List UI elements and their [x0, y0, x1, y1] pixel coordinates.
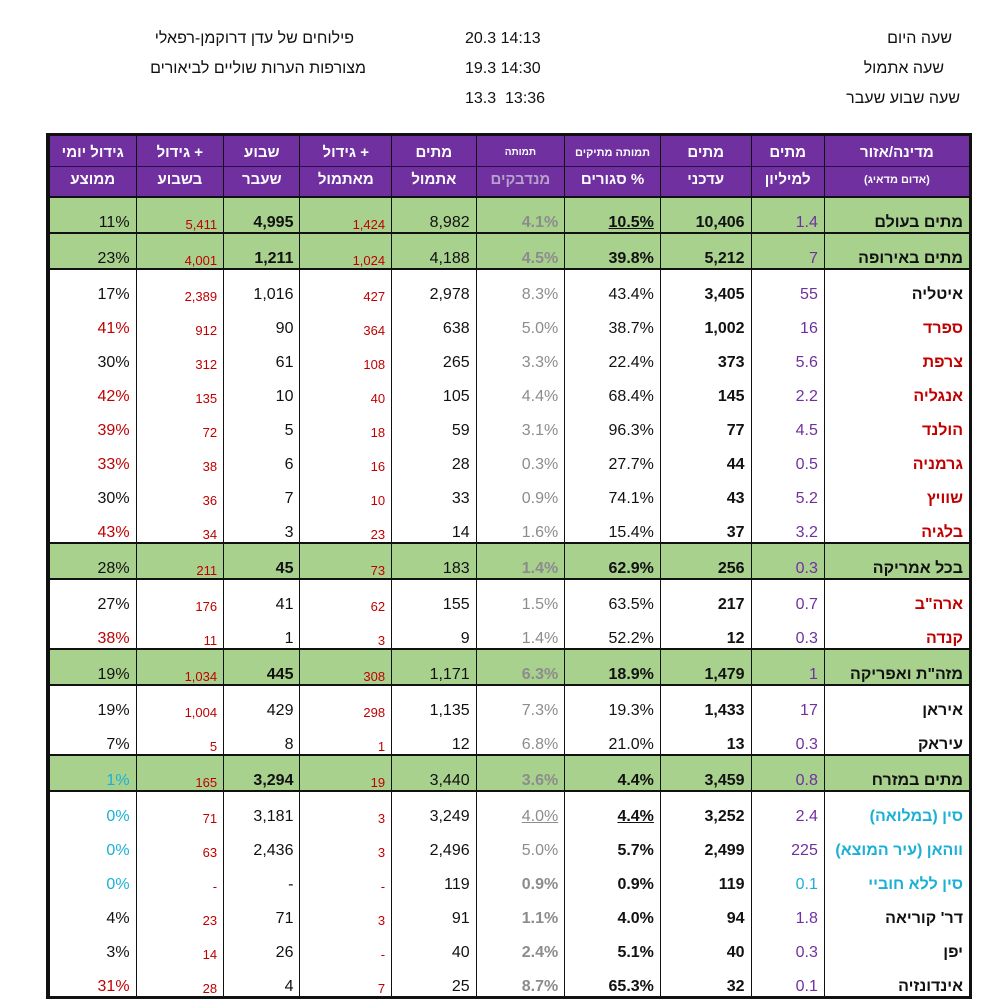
cell-deaths-yesterday: 33: [392, 474, 477, 508]
cell-weekly-growth: 36: [136, 474, 224, 508]
cell-fatality-closed: 22.4%: [565, 338, 661, 372]
cell-deaths-yesterday: 25: [392, 962, 477, 996]
cell-deaths-per-million: 0.7: [751, 579, 824, 614]
cell-deaths-per-million: 1: [751, 649, 824, 685]
cell-weekly-growth: 5,411: [136, 197, 224, 233]
cell-weekly-growth: 72: [136, 406, 224, 440]
cell-country-name: אנגליה: [824, 372, 969, 406]
table-row: [50, 894, 970, 928]
cell-fatality-closed: 27.7%: [565, 440, 661, 474]
cell-country-name: גרמניה: [824, 440, 969, 474]
time-yesterday: 19.3 14:30: [465, 60, 541, 77]
table-row: [50, 440, 970, 474]
cell-last-week: 1: [224, 614, 300, 649]
cell-deaths-per-million: 5.6: [751, 338, 824, 372]
cell-fatality-closed: 5.1%: [565, 928, 661, 962]
cell-weekly-growth: 4,001: [136, 233, 224, 269]
col-fatality-closed: תמותה מתיקים סגורים %: [565, 136, 661, 197]
cell-avg-daily-growth: 0%: [50, 826, 137, 860]
cell-fatality-infected: 3.6%: [476, 755, 565, 791]
cell-growth-since-yesterday: 10: [300, 474, 392, 508]
table-row: [50, 508, 970, 543]
table-header-row: [50, 136, 970, 197]
cell-country-name: ארה"ב: [824, 579, 969, 614]
cell-last-week: 3,294: [224, 755, 300, 791]
cell-growth-since-yesterday: 427: [300, 269, 392, 304]
cell-avg-daily-growth: 31%: [50, 962, 137, 996]
col-deaths-yesterday: מתים אתמול: [392, 136, 477, 197]
deaths-table: [46, 133, 972, 999]
table-row: [50, 474, 970, 508]
cell-growth-since-yesterday: 1: [300, 720, 392, 755]
cell-fatality-infected: 4.4%: [476, 372, 565, 406]
cell-weekly-growth: 63: [136, 826, 224, 860]
cell-deaths-yesterday: 3,440: [392, 755, 477, 791]
table-row: [50, 406, 970, 440]
cell-country-name: ווהאן (עיר המוצא): [824, 826, 969, 860]
cell-fatality-infected: 1.4%: [476, 614, 565, 649]
col-avg-daily-growth: גידול יומי ממוצע: [50, 136, 137, 197]
cell-country-name: דר' קוריאה: [824, 894, 969, 928]
cell-country-name: ספרד: [824, 304, 969, 338]
cell-growth-since-yesterday: 18: [300, 406, 392, 440]
cell-deaths-current: 3,405: [660, 269, 751, 304]
cell-deaths-current: 3,459: [660, 755, 751, 791]
cell-deaths-per-million: 0.1: [751, 962, 824, 996]
cell-country-name: איראן: [824, 685, 969, 720]
cell-country-name: בלגיה: [824, 508, 969, 543]
col-fatality-infected: תמותה מנדבקים: [476, 136, 565, 197]
cell-fatality-closed: 65.3%: [565, 962, 661, 996]
cell-weekly-growth: 71: [136, 791, 224, 826]
cell-weekly-growth: 23: [136, 894, 224, 928]
table-row: [50, 372, 970, 406]
col-growth-since-yesterday: גידול + מאתמול: [300, 136, 392, 197]
cell-deaths-per-million: 5.2: [751, 474, 824, 508]
cell-deaths-yesterday: 105: [392, 372, 477, 406]
cell-fatality-closed: 4.4%: [565, 791, 661, 826]
cell-deaths-per-million: 0.5: [751, 440, 824, 474]
cell-fatality-infected: 4.5%: [476, 233, 565, 269]
cell-growth-since-yesterday: 364: [300, 304, 392, 338]
cell-deaths-yesterday: 59: [392, 406, 477, 440]
cell-deaths-yesterday: 91: [392, 894, 477, 928]
cell-fatality-infected: 6.3%: [476, 649, 565, 685]
cell-growth-since-yesterday: -: [300, 928, 392, 962]
cell-fatality-closed: 19.3%: [565, 685, 661, 720]
cell-country-name: סין ללא חוביי: [824, 860, 969, 894]
cell-avg-daily-growth: 38%: [50, 614, 137, 649]
cell-fatality-closed: 39.8%: [565, 233, 661, 269]
cell-deaths-yesterday: 1,135: [392, 685, 477, 720]
cell-country-name: איטליה: [824, 269, 969, 304]
cell-fatality-infected: 5.0%: [476, 826, 565, 860]
cell-growth-since-yesterday: 3: [300, 894, 392, 928]
cell-avg-daily-growth: 27%: [50, 579, 137, 614]
table-summary-row: [50, 649, 970, 685]
cell-growth-since-yesterday: 1,024: [300, 233, 392, 269]
table-row: [50, 928, 970, 962]
cell-deaths-per-million: 225: [751, 826, 824, 860]
cell-growth-since-yesterday: -: [300, 860, 392, 894]
cell-weekly-growth: 11: [136, 614, 224, 649]
cell-weekly-growth: 312: [136, 338, 224, 372]
cell-country-name: אינדונזיה: [824, 962, 969, 996]
cell-country-name: מזה"ת ואפריקה: [824, 649, 969, 685]
cell-avg-daily-growth: 42%: [50, 372, 137, 406]
cell-weekly-growth: 38: [136, 440, 224, 474]
cell-avg-daily-growth: 30%: [50, 338, 137, 372]
cell-deaths-yesterday: 119: [392, 860, 477, 894]
cell-fatality-closed: 38.7%: [565, 304, 661, 338]
cell-fatality-infected: 6.8%: [476, 720, 565, 755]
cell-deaths-current: 5,212: [660, 233, 751, 269]
col-country-region: מדינה/אזור (אדום מדאיג): [824, 136, 969, 197]
cell-country-name: שוויץ: [824, 474, 969, 508]
cell-deaths-current: 37: [660, 508, 751, 543]
col-weekly-growth: גידול + בשבוע: [136, 136, 224, 197]
cell-avg-daily-growth: 19%: [50, 649, 137, 685]
cell-deaths-current: 94: [660, 894, 751, 928]
cell-deaths-current: 145: [660, 372, 751, 406]
cell-last-week: 4,995: [224, 197, 300, 233]
cell-avg-daily-growth: 0%: [50, 791, 137, 826]
cell-fatality-closed: 5.7%: [565, 826, 661, 860]
cell-deaths-yesterday: 2,496: [392, 826, 477, 860]
cell-avg-daily-growth: 43%: [50, 508, 137, 543]
cell-growth-since-yesterday: 62: [300, 579, 392, 614]
cell-weekly-growth: 135: [136, 372, 224, 406]
table-summary-row: [50, 233, 970, 269]
cell-deaths-current: 119: [660, 860, 751, 894]
cell-avg-daily-growth: 30%: [50, 474, 137, 508]
cell-country-name: מתים במזרח: [824, 755, 969, 791]
cell-fatality-closed: 43.4%: [565, 269, 661, 304]
cell-country-name: מתים באירופה: [824, 233, 969, 269]
cell-weekly-growth: 14: [136, 928, 224, 962]
cell-fatality-closed: 18.9%: [565, 649, 661, 685]
cell-avg-daily-growth: 1%: [50, 755, 137, 791]
cell-deaths-current: 43: [660, 474, 751, 508]
cell-avg-daily-growth: 0%: [50, 860, 137, 894]
cell-deaths-per-million: 0.3: [751, 928, 824, 962]
cell-country-name: צרפת: [824, 338, 969, 372]
label-yesterday: שעה אתמול: [863, 60, 944, 77]
cell-deaths-yesterday: 40: [392, 928, 477, 962]
cell-deaths-current: 44: [660, 440, 751, 474]
cell-weekly-growth: 5: [136, 720, 224, 755]
col-deaths-current: מתים עדכני: [660, 136, 751, 197]
cell-last-week: 7: [224, 474, 300, 508]
cell-fatality-infected: 8.7%: [476, 962, 565, 996]
cell-fatality-closed: 10.5%: [565, 197, 661, 233]
cell-last-week: 3: [224, 508, 300, 543]
cell-deaths-current: 32: [660, 962, 751, 996]
cell-growth-since-yesterday: 108: [300, 338, 392, 372]
cell-fatality-infected: 3.3%: [476, 338, 565, 372]
table-row: [50, 269, 970, 304]
cell-last-week: 5: [224, 406, 300, 440]
cell-fatality-infected: 0.3%: [476, 440, 565, 474]
cell-country-name: מתים בעולם: [824, 197, 969, 233]
time-last-week: 13.3 13:36: [465, 90, 546, 107]
time-today: 20.3 14:13: [465, 30, 541, 47]
cell-deaths-per-million: 16: [751, 304, 824, 338]
cell-deaths-current: 77: [660, 406, 751, 440]
cell-deaths-yesterday: 28: [392, 440, 477, 474]
cell-fatality-infected: 1.1%: [476, 894, 565, 928]
cell-deaths-per-million: 1.8: [751, 894, 824, 928]
cell-growth-since-yesterday: 298: [300, 685, 392, 720]
cell-avg-daily-growth: 23%: [50, 233, 137, 269]
cell-deaths-yesterday: 265: [392, 338, 477, 372]
cell-fatality-infected: 3.1%: [476, 406, 565, 440]
cell-deaths-yesterday: 155: [392, 579, 477, 614]
table-row: [50, 720, 970, 755]
cell-last-week: 429: [224, 685, 300, 720]
cell-avg-daily-growth: 28%: [50, 543, 137, 579]
cell-deaths-yesterday: 638: [392, 304, 477, 338]
cell-deaths-per-million: 0.3: [751, 614, 824, 649]
cell-growth-since-yesterday: 3: [300, 614, 392, 649]
cell-last-week: 45: [224, 543, 300, 579]
cell-country-name: הולנד: [824, 406, 969, 440]
cell-fatality-closed: 68.4%: [565, 372, 661, 406]
cell-last-week: 1,016: [224, 269, 300, 304]
cell-deaths-current: 13: [660, 720, 751, 755]
cell-weekly-growth: 912: [136, 304, 224, 338]
col-deaths-per-million: מתים למיליון: [751, 136, 824, 197]
cell-deaths-per-million: 0.1: [751, 860, 824, 894]
cell-deaths-current: 1,433: [660, 685, 751, 720]
cell-fatality-infected: 0.9%: [476, 474, 565, 508]
cell-deaths-yesterday: 8,982: [392, 197, 477, 233]
cell-growth-since-yesterday: 40: [300, 372, 392, 406]
cell-fatality-closed: 62.9%: [565, 543, 661, 579]
table-row: [50, 579, 970, 614]
cell-deaths-yesterday: 14: [392, 508, 477, 543]
cell-deaths-per-million: 0.3: [751, 543, 824, 579]
cell-deaths-yesterday: 12: [392, 720, 477, 755]
table-row: [50, 685, 970, 720]
cell-deaths-yesterday: 3,249: [392, 791, 477, 826]
cell-deaths-current: 40: [660, 928, 751, 962]
cell-fatality-infected: 2.4%: [476, 928, 565, 962]
label-today: שעה היום: [887, 30, 952, 47]
cell-deaths-yesterday: 9: [392, 614, 477, 649]
cell-growth-since-yesterday: 1,424: [300, 197, 392, 233]
cell-weekly-growth: 211: [136, 543, 224, 579]
cell-country-name: סין (במלואה): [824, 791, 969, 826]
cell-growth-since-yesterday: 3: [300, 826, 392, 860]
cell-fatality-infected: 7.3%: [476, 685, 565, 720]
cell-fatality-infected: 5.0%: [476, 304, 565, 338]
table-row: [50, 304, 970, 338]
cell-deaths-per-million: 0.3: [751, 720, 824, 755]
cell-avg-daily-growth: 11%: [50, 197, 137, 233]
cell-last-week: 90: [224, 304, 300, 338]
cell-weekly-growth: 34: [136, 508, 224, 543]
cell-last-week: 1,211: [224, 233, 300, 269]
cell-deaths-current: 10,406: [660, 197, 751, 233]
cell-growth-since-yesterday: 308: [300, 649, 392, 685]
table-row: [50, 826, 970, 860]
cell-weekly-growth: 165: [136, 755, 224, 791]
cell-last-week: 2,436: [224, 826, 300, 860]
cell-fatality-infected: 4.1%: [476, 197, 565, 233]
table-row: [50, 791, 970, 826]
cell-country-name: בכל אמריקה: [824, 543, 969, 579]
cell-deaths-current: 1,002: [660, 304, 751, 338]
cell-fatality-infected: 1.4%: [476, 543, 565, 579]
cell-last-week: 10: [224, 372, 300, 406]
cell-deaths-yesterday: 2,978: [392, 269, 477, 304]
cell-deaths-per-million: 17: [751, 685, 824, 720]
cell-last-week: 61: [224, 338, 300, 372]
author-note: פילוחים של עדן דרוקמן-רפאלי: [154, 30, 354, 47]
cell-growth-since-yesterday: 19: [300, 755, 392, 791]
table-summary-row: [50, 197, 970, 233]
footnotes-note: מצורפות הערות שוליים לביאורים: [150, 60, 366, 77]
cell-deaths-per-million: 55: [751, 269, 824, 304]
cell-growth-since-yesterday: 16: [300, 440, 392, 474]
cell-last-week: -: [224, 860, 300, 894]
cell-country-name: קנדה: [824, 614, 969, 649]
cell-deaths-per-million: 1.4: [751, 197, 824, 233]
cell-fatality-infected: 1.5%: [476, 579, 565, 614]
cell-country-name: יפן: [824, 928, 969, 962]
cell-weekly-growth: 28: [136, 962, 224, 996]
cell-last-week: 71: [224, 894, 300, 928]
table-summary-row: [50, 543, 970, 579]
cell-weekly-growth: 2,389: [136, 269, 224, 304]
cell-weekly-growth: 1,034: [136, 649, 224, 685]
cell-avg-daily-growth: 39%: [50, 406, 137, 440]
cell-fatality-infected: 0.9%: [476, 860, 565, 894]
cell-growth-since-yesterday: 3: [300, 791, 392, 826]
cell-last-week: 4: [224, 962, 300, 996]
cell-deaths-current: 256: [660, 543, 751, 579]
cell-deaths-current: 373: [660, 338, 751, 372]
cell-growth-since-yesterday: 73: [300, 543, 392, 579]
cell-weekly-growth: -: [136, 860, 224, 894]
cell-last-week: 3,181: [224, 791, 300, 826]
cell-avg-daily-growth: 4%: [50, 894, 137, 928]
cell-avg-daily-growth: 7%: [50, 720, 137, 755]
cell-fatality-infected: 4.0%: [476, 791, 565, 826]
table-row: [50, 614, 970, 649]
cell-country-name: עיראק: [824, 720, 969, 755]
cell-fatality-closed: 21.0%: [565, 720, 661, 755]
cell-growth-since-yesterday: 7: [300, 962, 392, 996]
cell-fatality-infected: 8.3%: [476, 269, 565, 304]
table-summary-row: [50, 755, 970, 791]
cell-fatality-closed: 96.3%: [565, 406, 661, 440]
cell-avg-daily-growth: 41%: [50, 304, 137, 338]
cell-fatality-closed: 4.4%: [565, 755, 661, 791]
cell-deaths-per-million: 0.8: [751, 755, 824, 791]
table-row: [50, 962, 970, 996]
cell-deaths-per-million: 2.4: [751, 791, 824, 826]
cell-deaths-per-million: 4.5: [751, 406, 824, 440]
label-last-week: שעה שבוע שעבר: [846, 90, 960, 107]
cell-deaths-current: 217: [660, 579, 751, 614]
cell-fatality-closed: 0.9%: [565, 860, 661, 894]
cell-fatality-closed: 52.2%: [565, 614, 661, 649]
cell-fatality-closed: 4.0%: [565, 894, 661, 928]
cell-last-week: 6: [224, 440, 300, 474]
cell-weekly-growth: 1,004: [136, 685, 224, 720]
cell-fatality-closed: 63.5%: [565, 579, 661, 614]
cell-avg-daily-growth: 17%: [50, 269, 137, 304]
cell-deaths-current: 2,499: [660, 826, 751, 860]
cell-growth-since-yesterday: 23: [300, 508, 392, 543]
cell-avg-daily-growth: 33%: [50, 440, 137, 474]
cell-deaths-yesterday: 1,171: [392, 649, 477, 685]
cell-fatality-closed: 74.1%: [565, 474, 661, 508]
cell-avg-daily-growth: 19%: [50, 685, 137, 720]
cell-weekly-growth: 176: [136, 579, 224, 614]
table-row: [50, 860, 970, 894]
cell-avg-daily-growth: 3%: [50, 928, 137, 962]
cell-last-week: 445: [224, 649, 300, 685]
cell-last-week: 8: [224, 720, 300, 755]
cell-deaths-per-million: 7: [751, 233, 824, 269]
cell-deaths-current: 3,252: [660, 791, 751, 826]
table-row: [50, 338, 970, 372]
cell-deaths-per-million: 3.2: [751, 508, 824, 543]
cell-fatality-infected: 1.6%: [476, 508, 565, 543]
cell-deaths-current: 1,479: [660, 649, 751, 685]
cell-deaths-current: 12: [660, 614, 751, 649]
cell-last-week: 41: [224, 579, 300, 614]
cell-last-week: 26: [224, 928, 300, 962]
cell-deaths-per-million: 2.2: [751, 372, 824, 406]
cell-deaths-yesterday: 183: [392, 543, 477, 579]
col-last-week: שבוע שעבר: [224, 136, 300, 197]
cell-fatality-closed: 15.4%: [565, 508, 661, 543]
cell-deaths-yesterday: 4,188: [392, 233, 477, 269]
